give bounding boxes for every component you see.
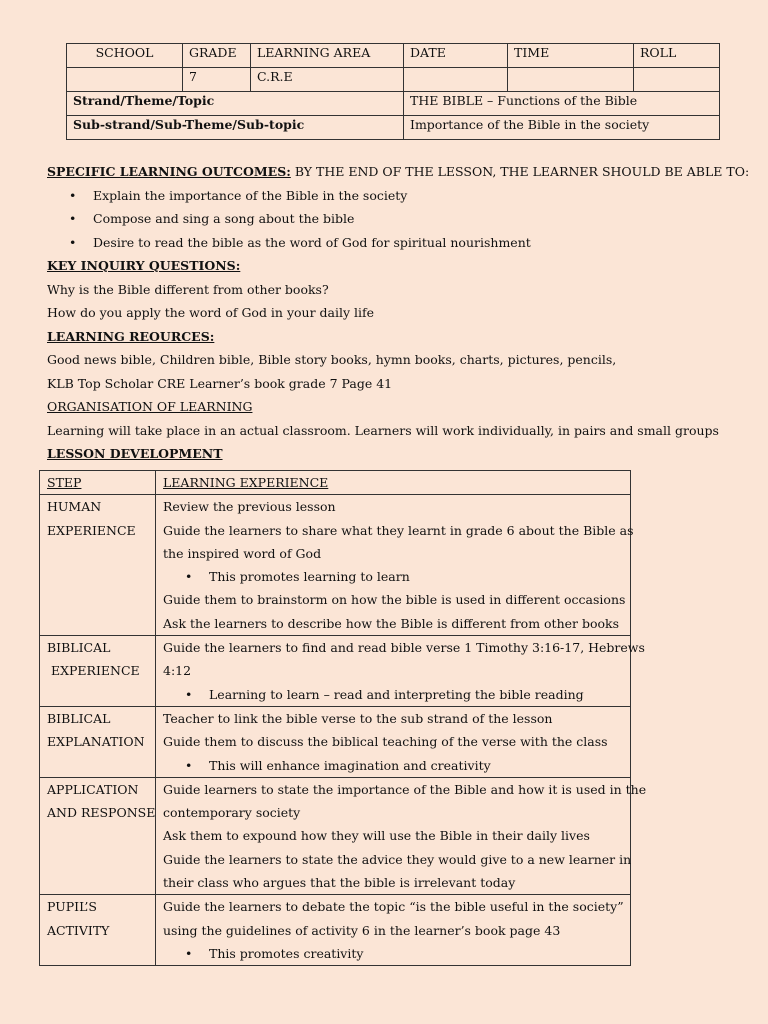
resources-heading: LEARNING REOURCES:	[47, 328, 215, 344]
grade-value: 7	[183, 68, 251, 92]
experience-bullet	[163, 565, 623, 588]
inquiry-question: How do you apply the word of God in your daily life	[47, 305, 375, 320]
strand-value: THE BIBLE – Functions of the Bible	[404, 92, 720, 116]
step-cell	[40, 706, 156, 777]
experience-bullet-text: This promotes creativity	[209, 945, 364, 961]
outcomes-heading: SPECIFIC LEARNING OUTCOMES:	[47, 164, 291, 179]
experience-column-header: LEARNING EXPERIENCE	[156, 471, 631, 495]
school-header: SCHOOL	[67, 44, 183, 68]
lesson-table-header	[40, 471, 631, 495]
roll-header: ROLL	[634, 44, 720, 68]
experience-line: contemporary society	[163, 805, 301, 821]
outcomes-heading-line	[47, 160, 750, 184]
learning-area-value: C.R.E	[251, 68, 404, 92]
outcome-item: • Compose and sing a song about the bible	[47, 207, 747, 231]
step-label: PUPIL’S	[47, 899, 97, 915]
experience-line: Guide them to discuss the biblical teaching of the verse with the class	[163, 734, 608, 750]
step-label: APPLICATION	[47, 781, 139, 797]
experience-line: 4:12	[163, 663, 192, 679]
experience-line: Review the previous lesson	[163, 499, 336, 515]
experience-line: Guide them to brainstorm on how the bible is used in different occasions	[163, 592, 626, 608]
step-label: ACTIVITY	[47, 922, 110, 938]
experience-bullet	[163, 942, 623, 965]
bullet-icon: •	[185, 757, 193, 773]
step-cell	[40, 895, 156, 966]
step-column-header: STEP	[40, 471, 156, 495]
experience-bullet	[163, 683, 623, 706]
outcomes-heading-rest: BY THE END OF THE LESSON, THE LEARNER SHOULD BE ABLE TO:	[290, 164, 750, 179]
experience-line: the inspired word of God	[163, 545, 322, 561]
experience-line: using the guidelines of activity 6 in the learner’s book page 43	[163, 922, 561, 938]
experience-bullet-text: This promotes learning to learn	[209, 569, 410, 585]
experience-line: Ask them to expound how they will use the Bible in their daily lives	[163, 828, 590, 844]
experience-line: Guide the learners to share what they learnt in grade 6 about the Bible as	[163, 522, 634, 538]
bullet-icon: •	[69, 187, 77, 203]
substrand-row	[67, 116, 720, 140]
resources-line: Good news bible, Children bible, Bible story books, hymn books, charts, pictures, pencils,	[47, 352, 617, 367]
date-value	[404, 68, 508, 92]
outcome-item: • Desire to read the bible as the word of God for spiritual nourishment	[47, 231, 747, 255]
lesson-row	[40, 706, 631, 777]
lesson-rows	[40, 495, 647, 966]
school-value	[67, 68, 183, 92]
experience-bullet	[163, 754, 623, 777]
time-value	[508, 68, 634, 92]
lesson-row	[40, 495, 631, 636]
substrand-value: Importance of the Bible in the society	[404, 116, 720, 140]
roll-value	[634, 68, 720, 92]
experience-cell	[156, 777, 647, 894]
grade-header: GRADE	[183, 44, 251, 68]
header-row	[67, 44, 720, 68]
step-cell	[40, 495, 156, 636]
step-label: EXPLANATION	[47, 734, 145, 750]
time-header: TIME	[508, 44, 634, 68]
lesson-plan-body	[47, 160, 750, 466]
experience-line: Ask the learners to describe how the Bible is different from other books	[163, 615, 620, 631]
substrand-label: Sub-strand/Sub-Theme/Sub-topic	[67, 116, 404, 140]
resources-line: KLB Top Scholar CRE Learner’s book grade 7 Page 41	[47, 375, 393, 391]
step-label: EXPERIENCE	[47, 663, 140, 679]
step-label: HUMAN	[47, 499, 102, 515]
step-cell	[40, 777, 156, 894]
experience-line: Guide the learners to find and read bible verse 1 Timothy 3:16-17, Hebrews	[163, 640, 645, 656]
bullet-icon: •	[69, 234, 77, 250]
step-label: BIBLICAL	[47, 640, 111, 656]
experience-cell	[156, 495, 634, 636]
strand-label: Strand/Theme/Topic	[67, 92, 404, 116]
bullet-icon: •	[185, 945, 193, 961]
experience-cell	[156, 636, 645, 707]
experience-bullet-text: Learning to learn – read and interpreting the bible reading	[209, 686, 584, 702]
organisation-heading: ORGANISATION OF LEARNING	[47, 399, 253, 414]
date-header: DATE	[404, 44, 508, 68]
experience-cell	[156, 895, 631, 966]
experience-line: Guide the learners to state the advice they would give to a new learner in	[163, 851, 632, 867]
step-label: BIBLICAL	[47, 710, 111, 726]
step-cell	[40, 636, 156, 707]
experience-line: Teacher to link the bible verse to the sub strand of the lesson	[163, 710, 553, 726]
lesson-row	[40, 636, 631, 707]
lesson-row	[40, 895, 631, 966]
lesson-development-table	[39, 470, 647, 966]
learning-area-header: LEARNING AREA	[251, 44, 404, 68]
bullet-icon: •	[69, 211, 77, 226]
step-label: AND RESPONSE	[47, 805, 156, 821]
experience-bullet-text: This will enhance imagination and creativity	[209, 757, 491, 773]
bullet-icon: •	[185, 569, 193, 585]
step-label: EXPERIENCE	[47, 522, 136, 538]
header-values-row	[67, 68, 720, 92]
experience-cell	[156, 706, 631, 777]
experience-line: Guide the learners to debate the topic “is the bible useful in the society”	[163, 899, 624, 915]
experience-line: their class who argues that the bible is irrelevant today	[163, 875, 516, 891]
inquiry-question: Why is the Bible different from other books?	[47, 281, 329, 297]
outcome-item: • Explain the importance of the Bible in the society	[47, 184, 747, 208]
header-table	[66, 43, 720, 140]
strand-row	[67, 92, 720, 116]
lesson-row	[40, 777, 631, 894]
experience-line: Guide learners to state the importance of the Bible and how it is used in the	[163, 781, 647, 797]
lesson-development-heading: LESSON DEVELOPMENT	[47, 446, 223, 461]
inquiry-heading: KEY INQUIRY QUESTIONS:	[47, 258, 241, 273]
bullet-icon: •	[185, 686, 193, 702]
organisation-line: Learning will take place in an actual classroom. Learners will work individually, in pairs and small groups	[47, 422, 719, 438]
